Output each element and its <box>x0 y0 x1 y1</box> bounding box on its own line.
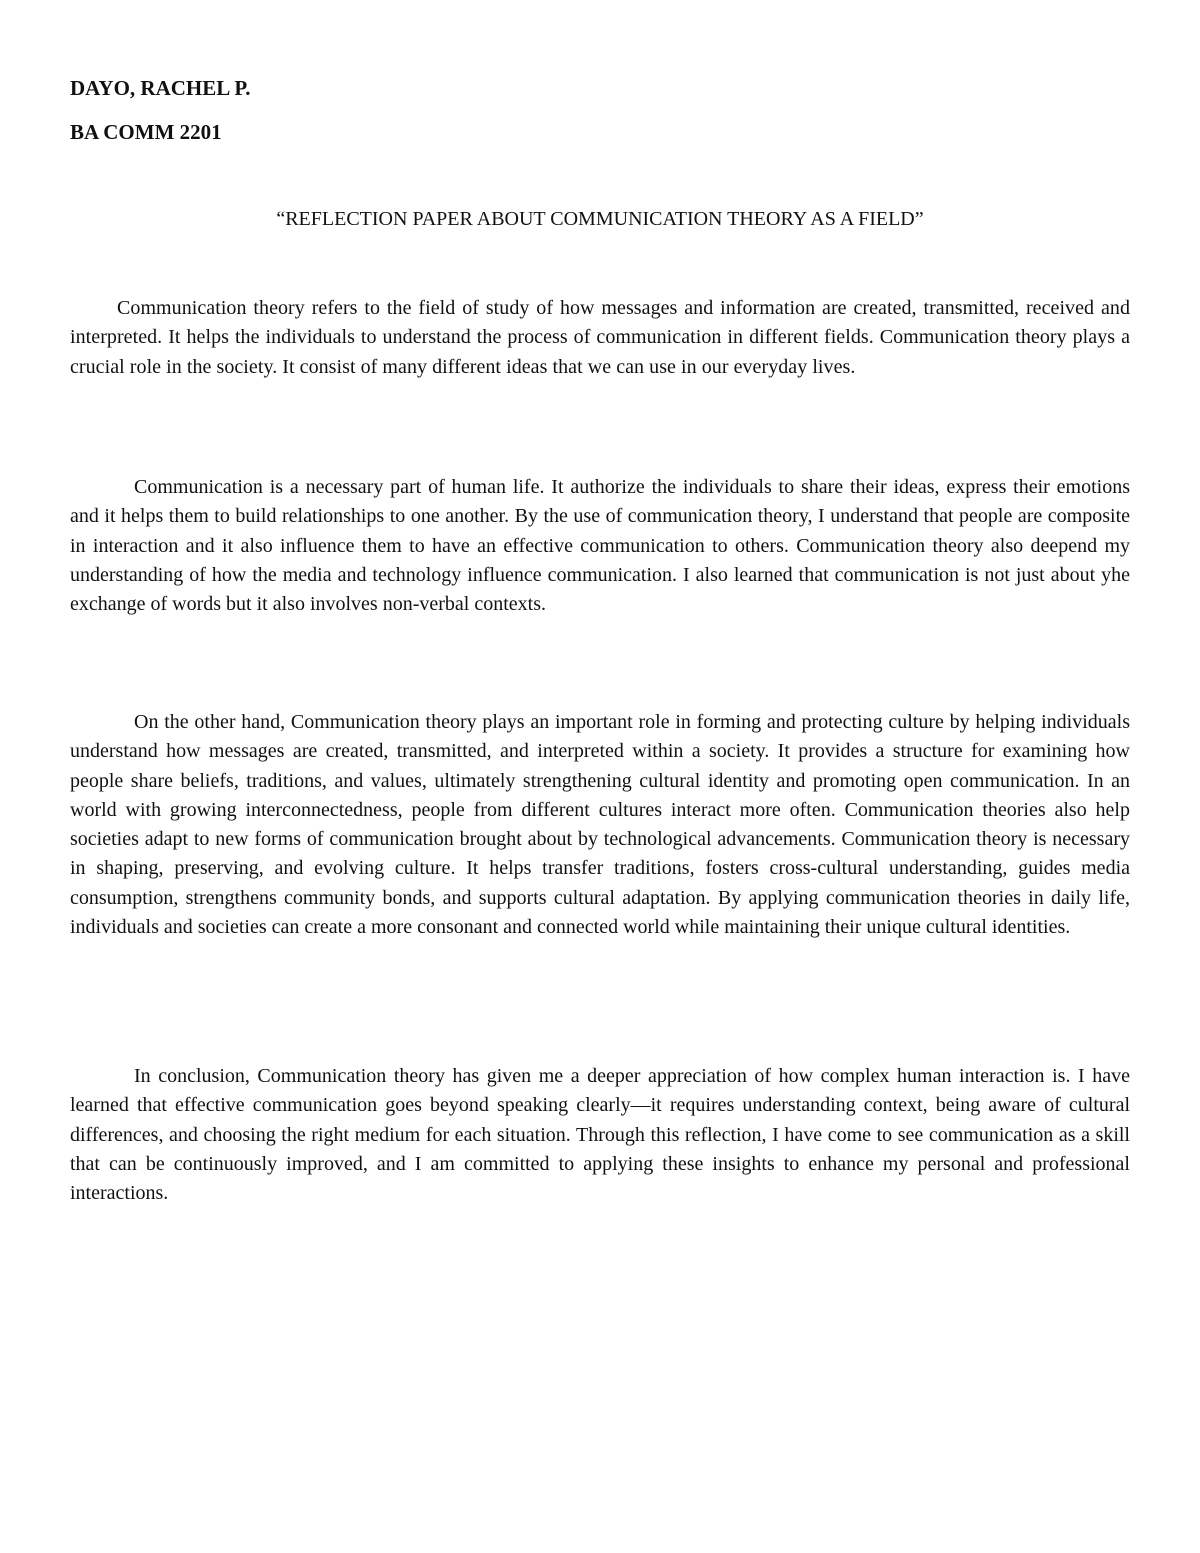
paragraph-1-text: Communication theory refers to the field of study of how messages and information are created, transmitted, received and interpreted. It helps the individuals to understand the process of communication in different fields. Communication theory plays a crucial role in the society. It consist of many different ideas that we can use in our everyday lives. <box>70 297 1130 378</box>
paper-title: “REFLECTION PAPER ABOUT COMMUNICATION THEORY AS A FIELD” <box>276 208 924 230</box>
paragraph-2-text: Communication is a necessary part of human life. It authorize the individuals to share their ideas, express their emotions and it helps them to build relationships to one another. By the use of communication theory, I understand that people are composite in interaction and it also influence them to have an effective communication to others. Communication theory also deepend my understanding of how the media and technology influence communication. I also learned that communication is not just about yhe exchange of words but it also involves non-verbal contexts. <box>70 476 1130 616</box>
paragraph-4-text: In conclusion, Communication theory has given me a deeper appreciation of how complex human interaction is. I have learned that effective communication goes beyond speaking clearly—it requires understanding context, being aware of cultural differences, and choosing the right medium for each situation. Through this reflection, I have come to see communication as a skill that can be continuously improved, and I am committed to applying these insights to enhance my personal and professional interactions. <box>70 1065 1130 1205</box>
paragraph-3-text: On the other hand, Communication theory plays an important role in forming and protecting culture by helping individuals understand how messages are created, transmitted, and interpreted within a society. It provides a structure for examining how people share beliefs, traditions, and values, ultimately strengthening cultural identity and promoting open communication. In an world with growing interconnectedness, people from different cultures interact more often. Communication theories also help societies adapt to new forms of communication brought about by technological advancements. Communication theory is necessary in shaping, preserving, and evolving culture. It helps transfer traditions, fosters cross-cultural understanding, guides media consumption, strengthens community bonds, and supports cultural adaptation. By applying communication theories in daily life, individuals and societies can create a more consonant and connected world while maintaining their unique cultural identities. <box>70 711 1130 939</box>
course-code: BA COMM 2201 <box>70 120 222 144</box>
paragraph-1 <box>70 294 1130 382</box>
paragraph-3 <box>70 708 1130 942</box>
paragraph-2 <box>70 473 1130 619</box>
paragraph-4 <box>70 1062 1130 1208</box>
author-name: DAYO, RACHEL P. <box>70 76 251 100</box>
